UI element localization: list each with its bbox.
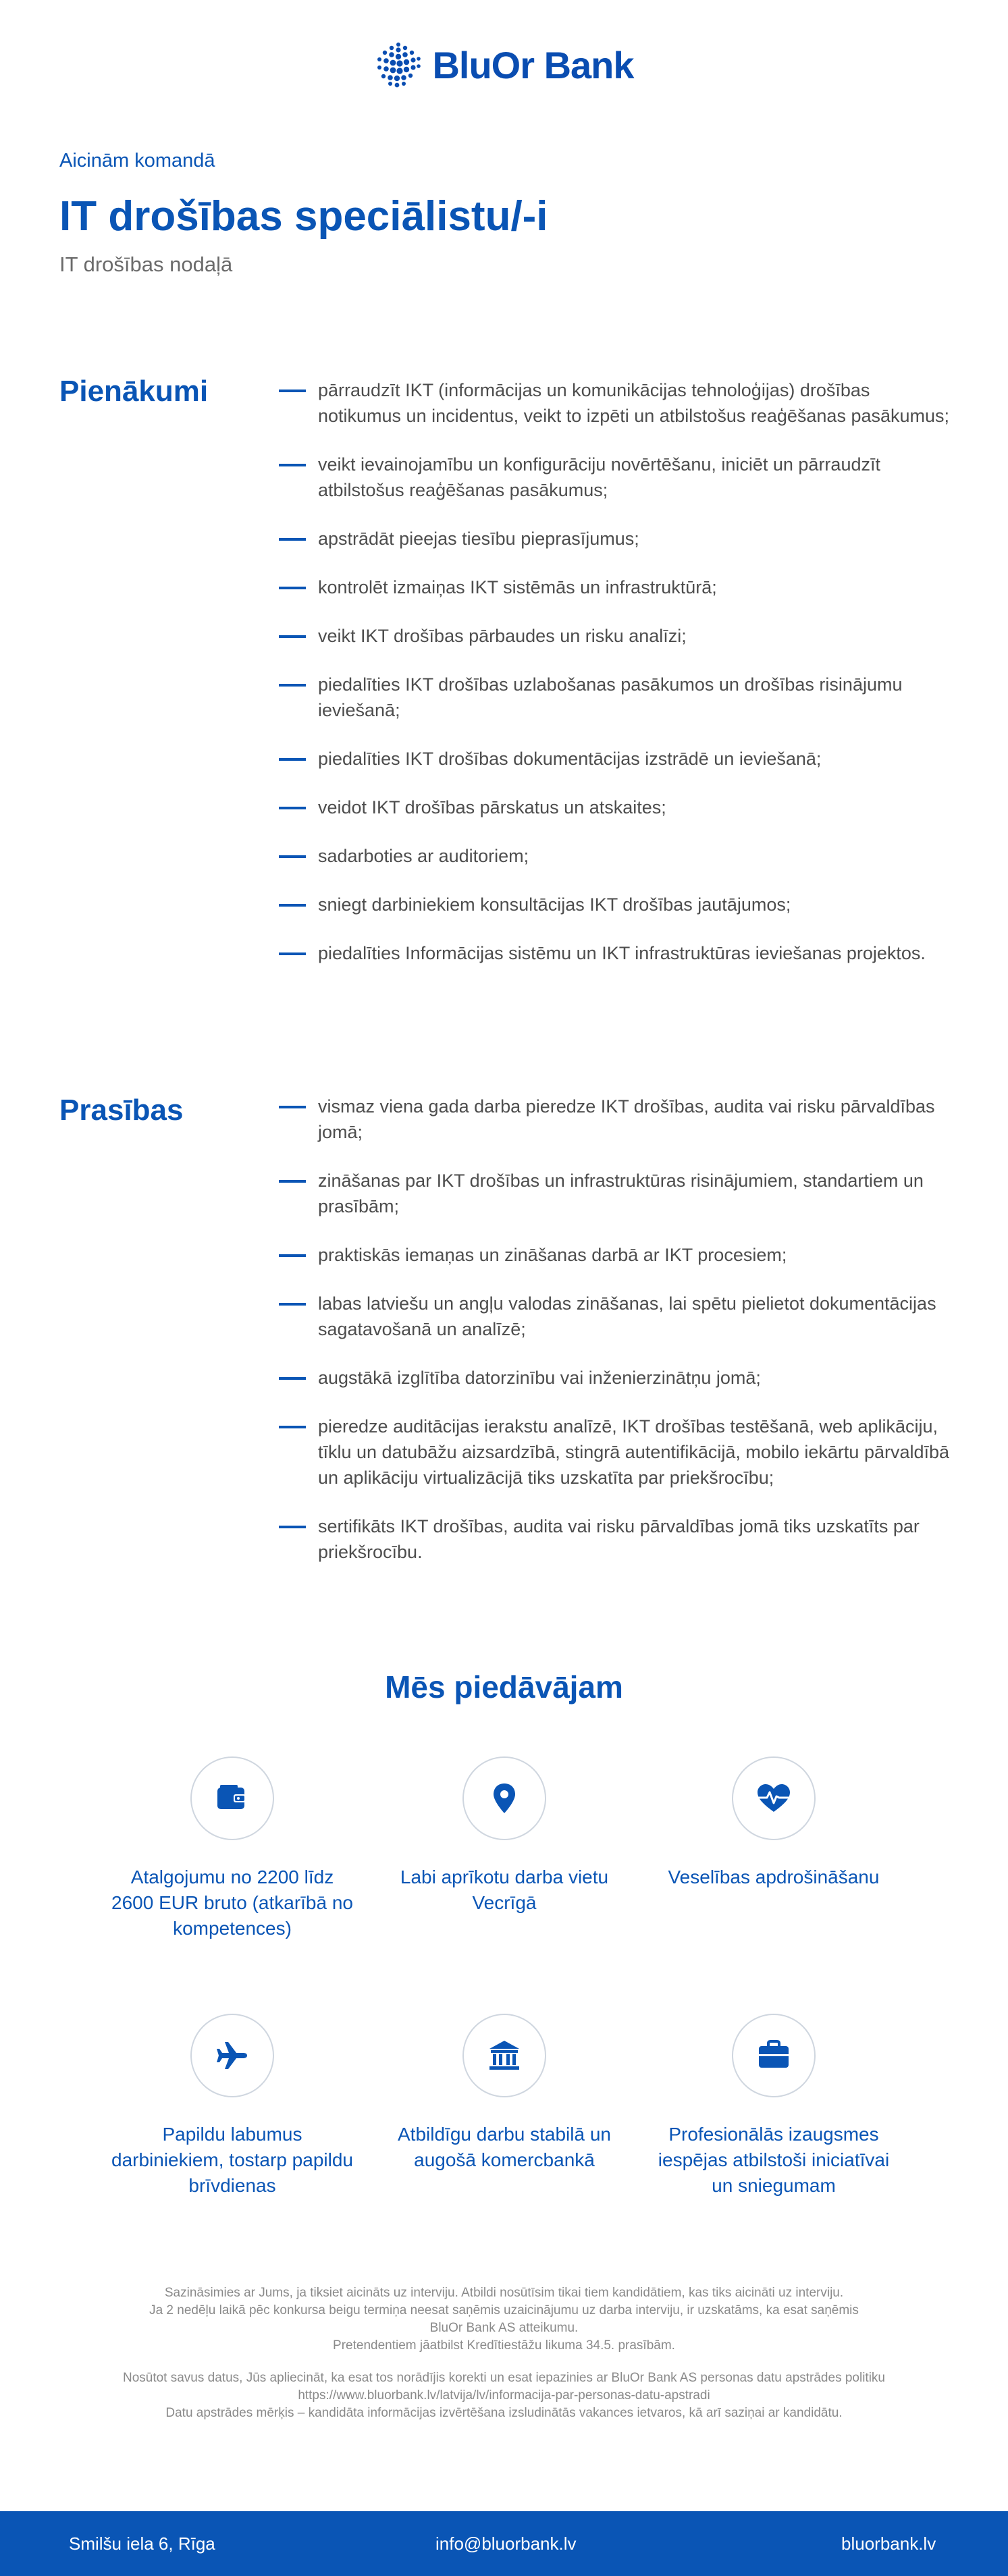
footer-address: Smilšu iela 6, Rīga [69, 2533, 215, 2554]
dash-bullet-icon [279, 855, 306, 858]
dash-bullet-icon [279, 758, 306, 761]
dash-bullet-icon [279, 1526, 306, 1528]
brand-logo [0, 41, 1008, 89]
wallet-icon [213, 1779, 251, 1817]
list-item: vismaz viena gada darba pieredze IKT drošības, audita vai risku pārvaldības jomā; [279, 1094, 954, 1145]
offer-label: Papildu labumus darbiniekiem, tostarp papildu brīvdienas [111, 2124, 353, 2196]
dash-bullet-icon [279, 1254, 306, 1257]
dash-bullet-icon [279, 390, 306, 392]
offer-icon-circle [732, 2014, 816, 2097]
dash-bullet-icon [279, 684, 306, 687]
offer-label: Labi aprīkotu darba vietu Vecrīgā [400, 1867, 609, 1913]
duties-title: Pienākumi [59, 375, 209, 408]
dash-bullet-icon [279, 587, 306, 589]
offer-icon-circle [462, 2014, 546, 2097]
offer-item-workplace [383, 1756, 626, 1916]
logo-dots-icon [374, 41, 423, 89]
airplane-icon [213, 2037, 251, 2074]
location-pin-icon [485, 1779, 523, 1817]
offer-label: Veselības apdrošināšanu [668, 1867, 880, 1887]
job-title: IT drošības speciālistu/-i [59, 193, 548, 240]
requirements-title: Prasības [59, 1094, 184, 1127]
offer-item-benefits [111, 2014, 354, 2199]
offer-icon-circle [190, 2014, 274, 2097]
offer-item-salary [111, 1756, 354, 1941]
list-item: pieredze auditācijas ierakstu analīzē, IKT drošības testēšanā, web aplikāciju, tīklu un datubāžu aizsardzībā, stingrā autentifikācijā, mobilo iekārtu pārvaldībā un aplikāciju virtualizācijā tiks uzskatīta par priekšrocību; [279, 1414, 954, 1491]
offer-label: Profesionālās izaugsmes iespējas atbilstoši iniciatīvai un sniegumam [658, 2124, 890, 2196]
footer-email-link[interactable]: info@bluorbank.lv [435, 2533, 577, 2554]
dash-bullet-icon [279, 1303, 306, 1306]
dash-bullet-icon [279, 904, 306, 907]
dash-bullet-icon [279, 464, 306, 466]
list-item: augstākā izglītība datorzinību vai inženierzinātņu jomā; [279, 1365, 954, 1391]
list-item: labas latviešu un angļu valodas zināšanas, lai spētu pielietot dokumentācijas sagatavošanā un analīzē; [279, 1291, 954, 1342]
offer-label: Atbildīgu darbu stabilā un augošā komercbankā [398, 2124, 611, 2170]
list-item: sniegt darbiniekiem konsultācijas IKT drošības jautājumos; [279, 892, 954, 917]
list-item: piedalīties Informācijas sistēmu un IKT infrastruktūras ieviešanas projektos. [279, 940, 954, 966]
heart-pulse-icon [755, 1779, 793, 1817]
footer-bar [0, 2511, 1008, 2576]
list-item: sertifikāts IKT drošības, audita vai risku pārvaldības jomā tiks uzskatīts par priekšrocību. [279, 1513, 954, 1565]
data-processing-notice: Nosūtot savus datus, Jūs apliecināt, ka esat tos norādījis korekti un esat iepazinies ar BluOr Bank AS personas datu apstrādes politiku https://www.bluorbank.lv/latvija/lv/informacija-par-personas-datu-apstradi Datu apstrādes mērķis – kandidāta informācijas izvērtēšana izsludinātās vakances ietvaros, kā arī saziņai ar kandidātu. [0, 2369, 1008, 2422]
dash-bullet-icon [279, 1180, 306, 1183]
offer-icon-circle [462, 1756, 546, 1840]
offer-icon-circle [190, 1756, 274, 1840]
dash-bullet-icon [279, 1377, 306, 1380]
footer-website-link[interactable]: bluorbank.lv [841, 2533, 936, 2554]
offer-item-health [652, 1756, 895, 1890]
duties-list [279, 377, 954, 989]
dash-bullet-icon [279, 538, 306, 541]
list-item: veikt IKT drošības pārbaudes un risku analīzi; [279, 623, 954, 649]
dash-bullet-icon [279, 1426, 306, 1428]
offers-title: Mēs piedāvājam [385, 1669, 623, 1705]
list-item: kontrolēt izmaiņas IKT sistēmās un infrastruktūrā; [279, 574, 954, 600]
offer-item-growth [652, 2014, 895, 2199]
offer-item-stable-bank [383, 2014, 626, 2173]
list-item: piedalīties IKT drošības uzlabošanas pasākumos un drošības risinājumu ieviešanā; [279, 672, 954, 723]
list-item: zināšanas par IKT drošības un infrastruktūras risinājumiem, standartiem un prasībām; [279, 1168, 954, 1219]
dash-bullet-icon [279, 635, 306, 638]
privacy-policy-link[interactable]: https://www.bluorbank.lv/latvija/lv/informacija-par-personas-datu-apstradi [298, 2388, 710, 2403]
list-item: sadarboties ar auditoriem; [279, 843, 954, 869]
list-item: piedalīties IKT drošības dokumentācijas izstrādē un ieviešanā; [279, 746, 954, 772]
bank-building-icon [485, 2037, 523, 2074]
interview-notice: Sazināsimies ar Jums, ja tiksiet aicināts uz interviju. Atbildi nosūtīsim tikai tiem kandidātiem, kas tiks aicināti uz interviju. Ja 2 nedēļu laikā pēc konkursa beigu termiņa neesat saņēmis uzaicinājumu uz darba interviju, ir uzskatāms, ka esat saņēmis BluOr Bank AS atteikumu. Pretendentiem jāatbilst Kredītiestāžu likuma 34.5. prasībām. [149, 2286, 859, 2353]
list-item: praktiskās iemaņas un zināšanas darbā ar IKT procesiem; [279, 1242, 954, 1268]
list-item: veikt ievainojamību un konfigurāciju novērtēšanu, iniciēt un pārraudzīt atbilstošus reaģēšanas pasākumus; [279, 452, 954, 503]
list-item: apstrādāt pieejas tiesību pieprasījumus; [279, 526, 954, 552]
page-kicker: Aicinām komandā [59, 150, 215, 171]
list-item: veidot IKT drošības pārskatus un atskaites; [279, 795, 954, 820]
brand-name: BluOr Bank [432, 43, 634, 86]
dash-bullet-icon [279, 807, 306, 809]
briefcase-icon [755, 2037, 793, 2074]
offer-label: Atalgojumu no 2200 līdz 2600 EUR bruto (atkarībā no kompetences) [111, 1867, 353, 1939]
offer-icon-circle [732, 1756, 816, 1840]
dash-bullet-icon [279, 952, 306, 955]
dash-bullet-icon [279, 1106, 306, 1108]
department-label: IT drošības nodaļā [59, 252, 233, 276]
requirements-list [279, 1094, 954, 1588]
list-item: pārraudzīt IKT (informācijas un komunikācijas tehnoloģijas) drošības notikumus un incidentus, veikt to izpēti un atbilstošus reaģēšanas pasākumus; [279, 377, 954, 429]
